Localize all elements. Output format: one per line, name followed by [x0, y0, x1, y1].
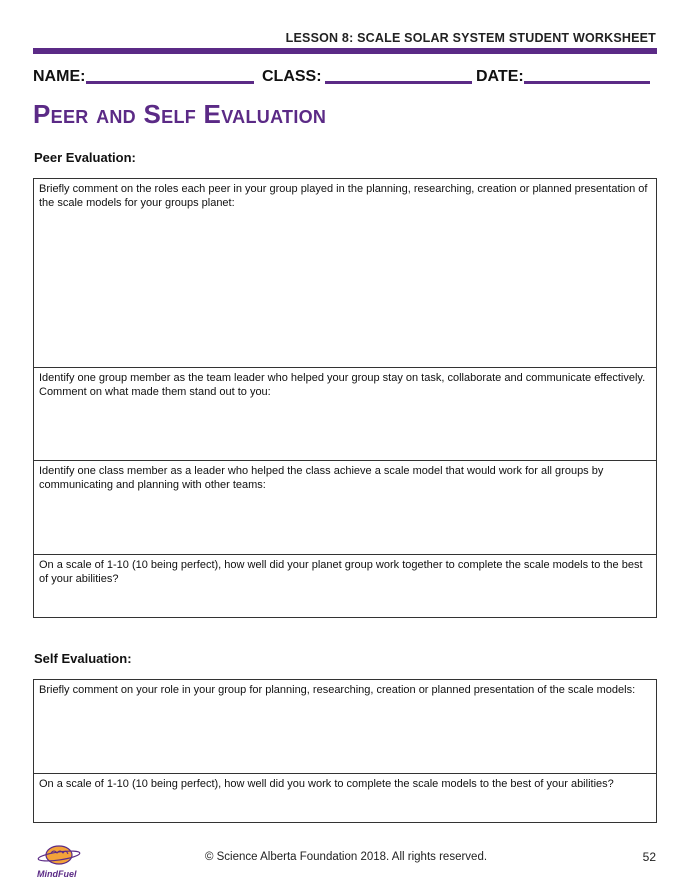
- name-field-line[interactable]: [86, 81, 254, 84]
- logo-text: MindFuel: [37, 869, 77, 879]
- self-rating-prompt[interactable]: On a scale of 1-10 (10 being perfect), how well did you work to complete the scale models to the best of your abilities?: [39, 778, 614, 790]
- class-leader-prompt[interactable]: Identify one class member as a leader who helped the class achieve a scale model that would work for all groups by communicating and planning with other teams:: [34, 461, 656, 555]
- self-role-prompt[interactable]: Briefly comment on your role in your group for planning, researching, creation or planned presentation of the scale models:: [34, 680, 656, 774]
- name-label: NAME:: [33, 68, 86, 85]
- student-info-fields: [33, 68, 657, 90]
- self-evaluation-heading: Self Evaluation:: [34, 651, 132, 666]
- copyright-text: © Science Alberta Foundation 2018. All rights reserved.: [204, 851, 488, 863]
- date-label: DATE:: [476, 68, 524, 85]
- page-heading: Peer and Self Evaluation: [33, 99, 327, 129]
- class-label: CLASS:: [262, 68, 322, 85]
- peer-roles-prompt[interactable]: Briefly comment on the roles each peer in your group played in the planning, researching, creation or planned presentation of the scale models for your groups planet:: [34, 179, 656, 368]
- header-rule: [33, 48, 657, 54]
- date-field-line[interactable]: [524, 81, 650, 84]
- group-rating-prompt[interactable]: On a scale of 1-10 (10 being perfect), how well did your planet group work together to complete the scale models to the best of your abilities?: [39, 559, 643, 585]
- lesson-title: LESSON 8: SCALE SOLAR SYSTEM STUDENT WORKSHEET: [285, 31, 656, 45]
- page-number: 52: [642, 850, 656, 864]
- class-field-line[interactable]: [325, 81, 472, 84]
- self-evaluation-table: [33, 679, 657, 823]
- peer-evaluation-heading: Peer Evaluation:: [34, 150, 136, 165]
- team-leader-prompt[interactable]: Identify one group member as the team leader who helped your group stay on task, collaborate and communicate effectively. Comment on what made them stand out to you:: [34, 368, 656, 461]
- peer-evaluation-table: [33, 178, 657, 618]
